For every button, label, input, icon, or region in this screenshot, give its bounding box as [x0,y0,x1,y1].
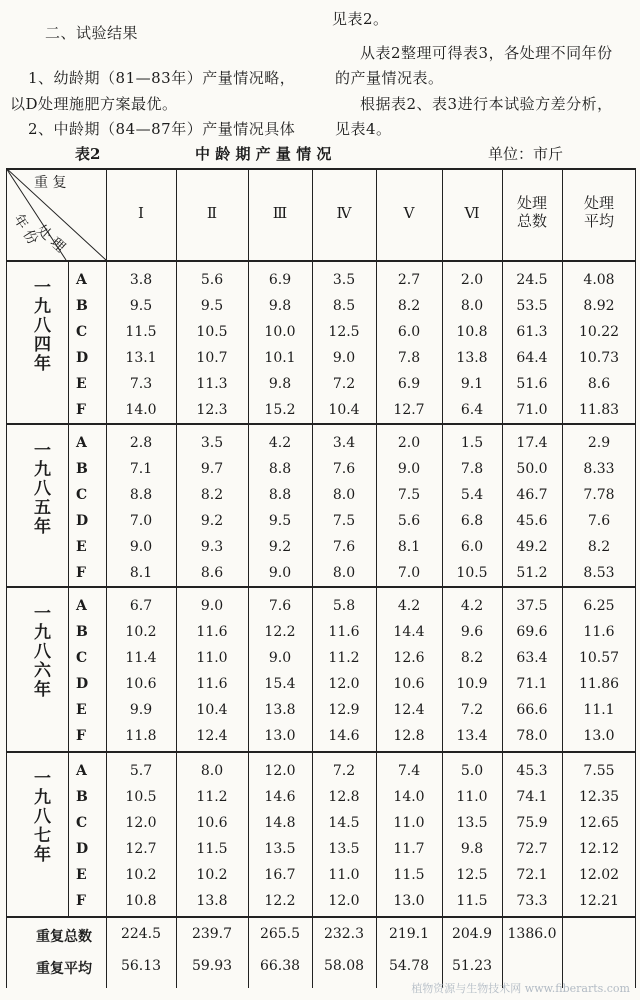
table-cell: 8.5 [332,298,356,314]
table-cell: 14.0 [125,402,157,418]
table-cell: 24.5 [516,272,548,288]
treatment-label: B [76,298,88,314]
table-cell: 10.57 [578,650,620,666]
table-cell: 12.2 [264,624,296,640]
table-cell: 7.6 [268,598,292,614]
table-cell: 61.3 [516,324,548,340]
table-cell: 8.6 [587,376,611,392]
column-header-text: Ⅳ [336,204,352,222]
table-cell: 6.25 [583,598,615,614]
table-cell: 8.2 [460,650,484,666]
table-cell: 4.08 [583,272,615,288]
body-text-right-3: 根据表2、表3进行本试验方差分析， [360,95,613,113]
table-cell: 8.2 [587,539,611,555]
year-label: 一九八五年 [30,441,50,536]
table-cell: 13.0 [393,893,425,909]
table-cell: 12.4 [393,702,425,718]
year-column-rule [68,260,69,916]
table-cell: 6.0 [397,324,421,340]
table-cell: 13.8 [456,350,488,366]
table-cell: 11.83 [578,402,620,418]
treatment-label: B [76,461,88,477]
table-cell: 12.5 [456,867,488,883]
summary-cell: 58.08 [323,958,365,974]
table-cell: 12.0 [264,763,296,779]
table-title: 中 龄 期 产 量 情 况 [195,145,332,163]
treatment-label: D [76,513,89,529]
table-cell: 14.5 [328,815,360,831]
table-cell: 12.2 [264,893,296,909]
treatment-label: E [76,376,87,392]
table-cell: 12.0 [328,893,360,909]
table-cell: 5.6 [397,513,421,529]
table-cell: 9.9 [129,702,153,718]
table-cell: 10.7 [196,350,228,366]
table-cell: 10.5 [456,565,488,581]
table-cell: 6.9 [268,272,292,288]
table-cell: 8.2 [200,487,224,503]
table-cell: 8.0 [460,298,484,314]
treatment-label: F [76,402,86,418]
table-cell: 8.2 [397,298,421,314]
column-header-text: Ⅱ [206,204,218,222]
table-cell: 10.8 [125,893,157,909]
table-cell: 10.5 [125,789,157,805]
treatment-label: A [76,435,87,451]
table-cell: 10.6 [196,815,228,831]
table-cell: 7.78 [583,487,615,503]
table-cell: 17.4 [516,435,548,451]
table-cell: 7.6 [587,513,611,529]
table-cell: 4.2 [268,435,292,451]
table-cell: 12.8 [328,789,360,805]
table-cell: 13.1 [125,350,157,366]
group-separator [6,586,636,588]
table-cell: 11.0 [456,789,488,805]
table-cell: 7.6 [332,539,356,555]
table-cell: 11.3 [196,376,228,392]
table-cell: 12.7 [125,841,157,857]
table-cell: 8.0 [332,565,356,581]
year-label: 一九八四年 [30,278,50,373]
table-cell: 3.4 [332,435,356,451]
table-cell: 12.35 [578,789,620,805]
table-cell: 11.8 [125,728,157,744]
table-cell: 53.5 [516,298,548,314]
table-cell: 10.22 [578,324,620,340]
table-cell: 12.6 [393,650,425,666]
table-cell: 16.7 [264,867,296,883]
table-cell: 9.6 [460,624,484,640]
summary-top-border [6,916,636,918]
table-cell: 7.55 [583,763,615,779]
table-cell: 3.5 [332,272,356,288]
summary-cell: 265.5 [259,926,301,942]
table-cell: 12.9 [328,702,360,718]
table-cell: 2.7 [397,272,421,288]
table-cell: 11.6 [328,624,360,640]
treatment-label: B [76,789,88,805]
table-cell: 11.6 [196,624,228,640]
table-cell: 9.5 [200,298,224,314]
table-cell: 7.0 [129,513,153,529]
table-cell: 9.5 [129,298,153,314]
treatment-label: B [76,624,88,640]
table-cell: 4.2 [397,598,421,614]
watermark: 植物资源与生物技术网 www.fiberarts.com [411,982,630,995]
table-cell: 50.0 [516,461,548,477]
column-header-text: I [138,204,144,222]
year-label: 一九八七年 [30,769,50,864]
table-cell: 11.7 [393,841,425,857]
body-text-right-2: 的产量情况表。 [335,69,444,87]
table-cell: 78.0 [516,728,548,744]
table-cell: 4.2 [460,598,484,614]
table-cell: 6.0 [460,539,484,555]
table-cell: 10.2 [125,624,157,640]
table-cell: 14.6 [328,728,360,744]
table-cell: 10.6 [393,676,425,692]
treatment-label: F [76,565,86,581]
table-cell: 10.5 [196,324,228,340]
corner-label-rep: 重 复 [34,175,67,191]
corner-label-treat: 处 理 [33,222,69,256]
body-text-right-1: 从表2整理可得表3，各处理不同年份 [360,44,613,62]
treatment-label: C [76,815,88,831]
table-cell: 10.6 [125,676,157,692]
treatment-label: A [76,598,87,614]
header-bottom-border [6,260,636,262]
table-cell: 12.7 [393,402,425,418]
table-cell: 15.4 [264,676,296,692]
table-cell: 9.2 [200,513,224,529]
table-cell: 12.5 [328,324,360,340]
table-cell: 8.1 [397,539,421,555]
table-cell: 13.8 [196,893,228,909]
column-header-text: 处理 [516,194,547,212]
table-cell: 9.2 [268,539,292,555]
table-cell: 37.5 [516,598,548,614]
table-cell: 11.0 [196,650,228,666]
table-cell: 13.5 [328,841,360,857]
table-cell: 7.5 [332,513,356,529]
table-cell: 3.5 [200,435,224,451]
table-cell: 7.2 [332,763,356,779]
table-cell: 10.9 [456,676,488,692]
table-cell: 13.4 [456,728,488,744]
table-cell: 11.5 [456,893,488,909]
table-cell: 7.4 [397,763,421,779]
table-cell: 10.1 [264,350,296,366]
table-cell: 9.1 [460,376,484,392]
table-cell: 7.0 [397,565,421,581]
table-cell: 14.8 [264,815,296,831]
table-cell: 2.9 [587,435,611,451]
treatment-label: E [76,867,87,883]
summary-label: 重复平均 [36,961,92,977]
table-cell: 7.3 [129,376,153,392]
summary-cell: 204.9 [451,926,493,942]
table-cell: 10.2 [196,867,228,883]
corner-label-year: 年 份 [9,211,41,248]
table-cell: 8.6 [200,565,224,581]
yield-table [6,168,636,988]
treatment-label: D [76,841,89,857]
table-cell: 3.8 [129,272,153,288]
summary-cell: 66.38 [259,958,301,974]
year-label: 一九八六年 [30,604,50,699]
summary-label: 重复总数 [36,929,92,945]
table-cell: 71.1 [516,676,548,692]
table-cell: 63.4 [516,650,548,666]
table-cell: 14.4 [393,624,425,640]
summary-cell: 1386.0 [507,926,557,942]
table-cell: 9.0 [129,539,153,555]
table-caption [0,143,640,165]
table-cell: 1.5 [460,435,484,451]
table-cell: 6.8 [460,513,484,529]
table-cell: 9.0 [268,565,292,581]
table-cell: 9.7 [200,461,224,477]
table-cell: 9.0 [268,650,292,666]
table-cell: 12.0 [125,815,157,831]
summary-cell: 232.3 [323,926,365,942]
table-cell: 12.02 [578,867,620,883]
table-cell: 10.4 [328,402,360,418]
table-cell: 5.0 [460,763,484,779]
table-cell: 11.5 [393,867,425,883]
column-header [442,204,502,222]
table-cell: 51.6 [516,376,548,392]
table-cell: 12.12 [578,841,620,857]
table-cell: 9.8 [268,376,292,392]
table-cell: 7.2 [332,376,356,392]
table-cell: 10.4 [196,702,228,718]
summary-cell: 51.23 [451,958,493,974]
table-cell: 13.0 [583,728,615,744]
table-cell: 11.0 [328,867,360,883]
table-cell: 9.8 [268,298,292,314]
table-cell: 9.5 [268,513,292,529]
table-cell: 6.4 [460,402,484,418]
column-header-text: 处理 [583,194,614,212]
table-cell: 75.9 [516,815,548,831]
table-cell: 7.8 [397,350,421,366]
column-header-text: Ⅴ [403,204,415,222]
table-cell: 13.8 [264,702,296,718]
summary-cell: 54.78 [388,958,430,974]
body-text-left-1: 1、幼龄期（81—83年）产量情况略， [28,69,296,87]
column-rule [6,168,7,988]
table-label: 表2 [75,145,101,163]
column-header [502,194,562,230]
table-cell: 7.6 [332,461,356,477]
table-cell: 9.0 [332,350,356,366]
table-cell: 14.6 [264,789,296,805]
table-cell: 11.6 [583,624,615,640]
table-cell: 9.3 [200,539,224,555]
table-cell: 11.4 [125,650,157,666]
table-cell: 2.8 [129,435,153,451]
summary-cell: 56.13 [120,958,162,974]
column-header [176,204,248,222]
group-separator [6,423,636,425]
table-cell: 8.33 [583,461,615,477]
table-cell: 74.1 [516,789,548,805]
summary-cell: 219.1 [388,926,430,942]
column-header-text: Ⅵ [464,204,480,222]
body-text-left-2: 以D处理施肥方案最优。 [10,95,178,113]
table-cell: 45.6 [516,513,548,529]
table-cell: 45.3 [516,763,548,779]
table-cell: 11.2 [328,650,360,666]
table-cell: 12.0 [328,676,360,692]
treatment-label: F [76,728,86,744]
table-cell: 10.2 [125,867,157,883]
column-header [312,204,376,222]
section-heading: 二、试验结果 [45,24,139,42]
table-cell: 13.0 [264,728,296,744]
body-text-left-3: 2、中龄期（84—87年）产量情况具体 [28,120,296,138]
table-cell: 66.6 [516,702,548,718]
column-header-text: 平均 [583,212,614,230]
table-cell: 11.1 [583,702,615,718]
summary-cell: 59.93 [191,958,233,974]
table-cell: 7.1 [129,461,153,477]
column-header [106,204,176,222]
table-cell: 5.6 [200,272,224,288]
table-cell: 8.1 [129,565,153,581]
treatment-label: D [76,676,89,692]
table-cell: 5.8 [332,598,356,614]
table-top-border [6,168,636,170]
treatment-label: E [76,702,87,718]
table-cell: 5.7 [129,763,153,779]
table-cell: 8.8 [268,487,292,503]
table-cell: 13.5 [264,841,296,857]
table-cell: 8.53 [583,565,615,581]
table-cell: 69.6 [516,624,548,640]
table-cell: 12.8 [393,728,425,744]
table-cell: 72.1 [516,867,548,883]
table-cell: 8.92 [583,298,615,314]
table-cell: 2.0 [460,272,484,288]
table-cell: 5.4 [460,487,484,503]
table-cell: 11.0 [393,815,425,831]
table-cell: 10.0 [264,324,296,340]
body-text-right-0: 见表2。 [332,10,389,28]
table-cell: 8.0 [332,487,356,503]
table-cell: 12.3 [196,402,228,418]
treatment-label: D [76,350,89,366]
table-cell: 11.86 [578,676,620,692]
group-separator [6,751,636,753]
table-cell: 11.5 [125,324,157,340]
table-cell: 73.3 [516,893,548,909]
column-header-text: 总数 [516,212,547,230]
table-cell: 10.73 [578,350,620,366]
treatment-label: E [76,539,87,555]
table-cell: 46.7 [516,487,548,503]
table-cell: 11.6 [196,676,228,692]
table-cell: 64.4 [516,350,548,366]
table-cell: 12.21 [578,893,620,909]
table-cell: 2.0 [397,435,421,451]
summary-cell: 239.7 [191,926,233,942]
table-cell: 71.0 [516,402,548,418]
table-cell: 9.8 [460,841,484,857]
table-cell: 7.2 [460,702,484,718]
table-cell: 6.7 [129,598,153,614]
column-header [376,204,442,222]
treatment-label: F [76,893,86,909]
table-cell: 11.2 [196,789,228,805]
table-cell: 12.4 [196,728,228,744]
table-cell: 15.2 [264,402,296,418]
column-header-text: Ⅲ [272,204,288,222]
treatment-label: A [76,272,87,288]
column-header [562,194,636,230]
table-cell: 8.8 [268,461,292,477]
treatment-label: C [76,324,88,340]
table-cell: 51.2 [516,565,548,581]
table-cell: 8.8 [129,487,153,503]
table-cell: 72.7 [516,841,548,857]
table-cell: 14.0 [393,789,425,805]
table-cell: 49.2 [516,539,548,555]
treatment-label: C [76,487,88,503]
column-header [248,204,312,222]
table-cell: 10.8 [456,324,488,340]
treatment-label: A [76,763,87,779]
table-cell: 12.65 [578,815,620,831]
table-cell: 7.8 [460,461,484,477]
table-cell: 9.0 [200,598,224,614]
body-text-right-4: 见表4。 [335,120,392,138]
treatment-label: C [76,650,88,666]
table-cell: 11.5 [196,841,228,857]
table-cell: 13.5 [456,815,488,831]
table-cell: 9.0 [397,461,421,477]
table-cell: 8.0 [200,763,224,779]
table-cell: 6.9 [397,376,421,392]
table-cell: 7.5 [397,487,421,503]
table-unit: 单位：市斤 [488,145,564,163]
summary-cell: 224.5 [120,926,162,942]
